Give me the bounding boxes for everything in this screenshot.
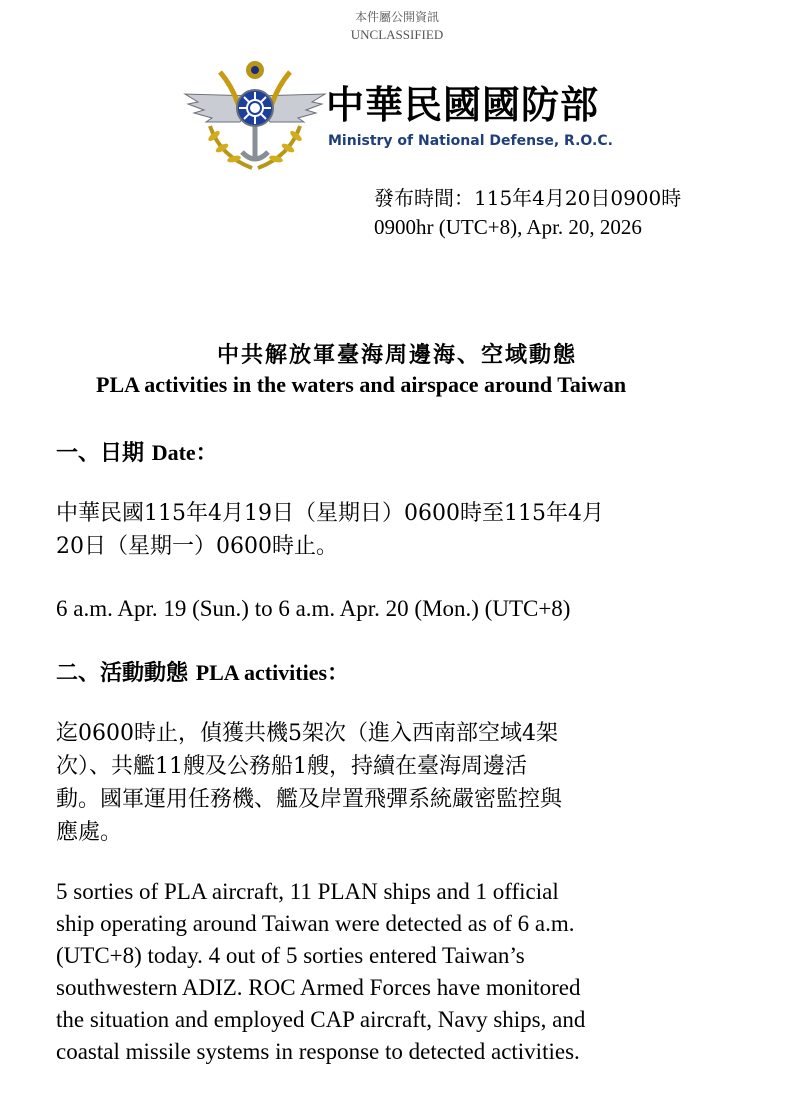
activities-cn-line: 動。國軍運用任務機、艦及岸置飛彈系統嚴密監控與	[56, 787, 563, 812]
ministry-name-en: Ministry of National Defense, R.O.C.	[328, 133, 613, 149]
classification-en: UNCLASSIFIED	[350, 27, 444, 42]
date-range-cn	[56, 497, 746, 563]
section-activities-heading-cn: 二、活動動態	[56, 660, 189, 686]
section-activities-heading	[56, 656, 349, 687]
activities-en-line: 5 sorties of PLA aircraft, 11 PLAN ships and 1 official	[56, 879, 559, 904]
activities-en-line: coastal missile systems in response to detected activities.	[56, 1039, 580, 1064]
activities-en-line: ship operating around Taiwan were detected as of 6 a.m.	[56, 911, 575, 936]
activities-en-line: southwestern ADIZ. ROC Armed Forces have monitored	[56, 975, 581, 1000]
release-time-cn: 發布時間：115年4月20日0900時	[374, 186, 682, 210]
section-date-heading-en: Date：	[151, 440, 218, 465]
mnd-emblem-icon	[180, 56, 330, 174]
activities-en-line: (UTC+8) today. 4 out of 5 sorties entered Taiwan’s	[56, 943, 525, 968]
classification-cn: 本件屬公開資訊	[354, 10, 439, 24]
date-range-en: 6 a.m. Apr. 19 (Sun.) to 6 a.m. Apr. 20 (Mon.) (UTC+8)	[56, 596, 571, 621]
section-activities-heading-en: PLA activities：	[195, 660, 350, 685]
document-title-en: PLA activities in the waters and airspace around Taiwan	[96, 372, 627, 397]
ministry-name-cn: 中華民國國防部	[326, 83, 600, 127]
date-range-cn-line: 20日（星期一）0600時止。	[56, 534, 338, 559]
section-date-heading	[56, 436, 218, 467]
activities-cn-line: 次）、共艦11艘及公務船1艘，持續在臺海周邊活	[56, 754, 527, 779]
activities-body-en	[56, 876, 746, 1068]
document-title-cn: 中共解放軍臺海周邊海、空域動態	[216, 342, 577, 368]
activities-cn-line: 應處。	[56, 820, 123, 845]
date-range-cn-line: 中華民國115年4月19日（星期日）0600時至115年4月	[56, 501, 604, 526]
release-time-en: 0900hr (UTC+8), Apr. 20, 2026	[374, 215, 642, 239]
activities-body-cn	[56, 717, 746, 849]
activities-en-line: the situation and employed CAP aircraft, Navy ships, and	[56, 1007, 586, 1032]
section-date-heading-cn: 一、日期	[56, 440, 145, 466]
activities-cn-line: 迄0600時止，偵獲共機5架次（進入西南部空域4架	[56, 721, 558, 746]
